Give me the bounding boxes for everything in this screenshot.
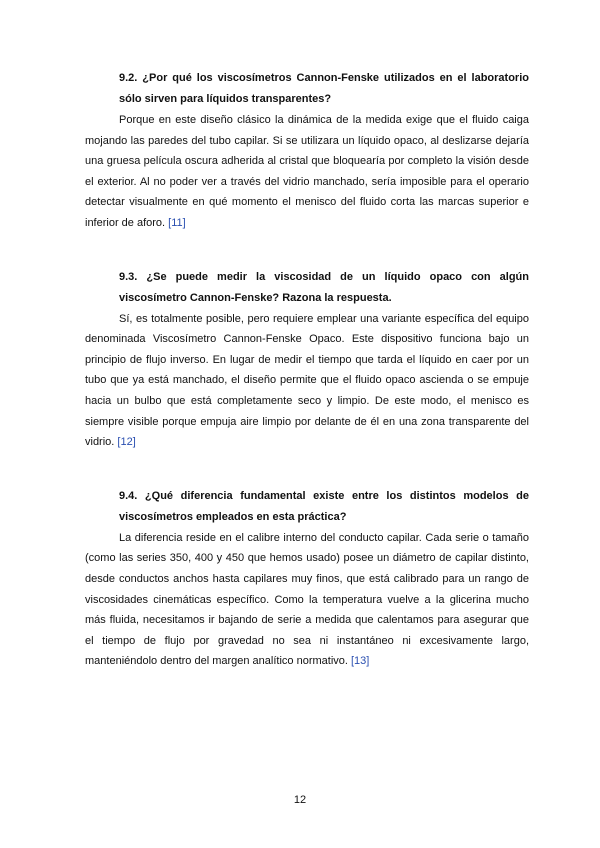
section-9-4	[85, 486, 529, 672]
citation-link[interactable]: [11]	[168, 216, 186, 229]
answer-text: Sí, es totalmente posible, pero requiere emplear una variante específica del equipo denominada Viscosímetro Cannon-Fenske Opaco. Este dispositivo funciona bajo un principio de flujo inverso. En lugar de medir el tiempo que tarda el líquido en caer por un tubo que ya está manchado, el diseño permite que el fluido opaco ascienda o se empuje hacia un bulbo que está completamente seco y limpio. De este modo, el menisco es siempre visible porque empuja aire limpio por delante de él en una zona transparente del vidrio.	[85, 312, 529, 449]
citation-link[interactable]: [13]	[351, 655, 370, 668]
answer-paragraph	[85, 309, 529, 453]
answer-paragraph	[85, 528, 529, 672]
page-content	[85, 68, 529, 705]
page-number: 12	[293, 794, 307, 806]
question-heading: 9.4. ¿Qué diferencia fundamental existe entre los distintos modelos de viscosímetros empleados en esta práctica?	[119, 489, 529, 523]
answer-text: La diferencia reside en el calibre interno del conducto capilar. Cada serie o tamaño (como las series 350, 400 y 450 que hemos usado) posee un diámetro de capilar distinto, desde conductos anchos hasta capilares muy finos, que está calibrado para un rango de viscosidades cinemáticas específico. Como la temperatura vuelve a la glicerina mucho más fluida, necesitamos ir bajando de serie a medida que calentamos para asegurar que el tiempo de flujo por gravedad no sea ni instantáneo ni excesivamente largo, manteniéndolo dentro del margen analítico normativo.	[85, 531, 529, 668]
answer-paragraph	[85, 110, 529, 234]
section-9-2	[85, 68, 529, 234]
citation-link[interactable]: [12]	[117, 436, 136, 449]
answer-text: Porque en este diseño clásico la dinámica de la medida exige que el fluido caiga mojando las paredes del tubo capilar. Si se utilizara un líquido opaco, al deslizarse dejaría una gruesa película oscura adherida al cristal que bloquearía por completo la visión desde el exterior. Al no poder ver a través del vidrio manchado, sería imposible para el operario detectar visualmente en qué momento el menisco del fluido corta las marcas superior e inferior de aforo.	[85, 114, 529, 229]
section-9-3	[85, 267, 529, 453]
question-heading: 9.2. ¿Por qué los viscosímetros Cannon-Fenske utilizados en el laboratorio sólo sirven para líquidos transparentes?	[119, 72, 529, 105]
question-heading: 9.3. ¿Se puede medir la viscosidad de un líquido opaco con algún viscosímetro Cannon-Fenske? Razona la respuesta.	[119, 270, 529, 304]
